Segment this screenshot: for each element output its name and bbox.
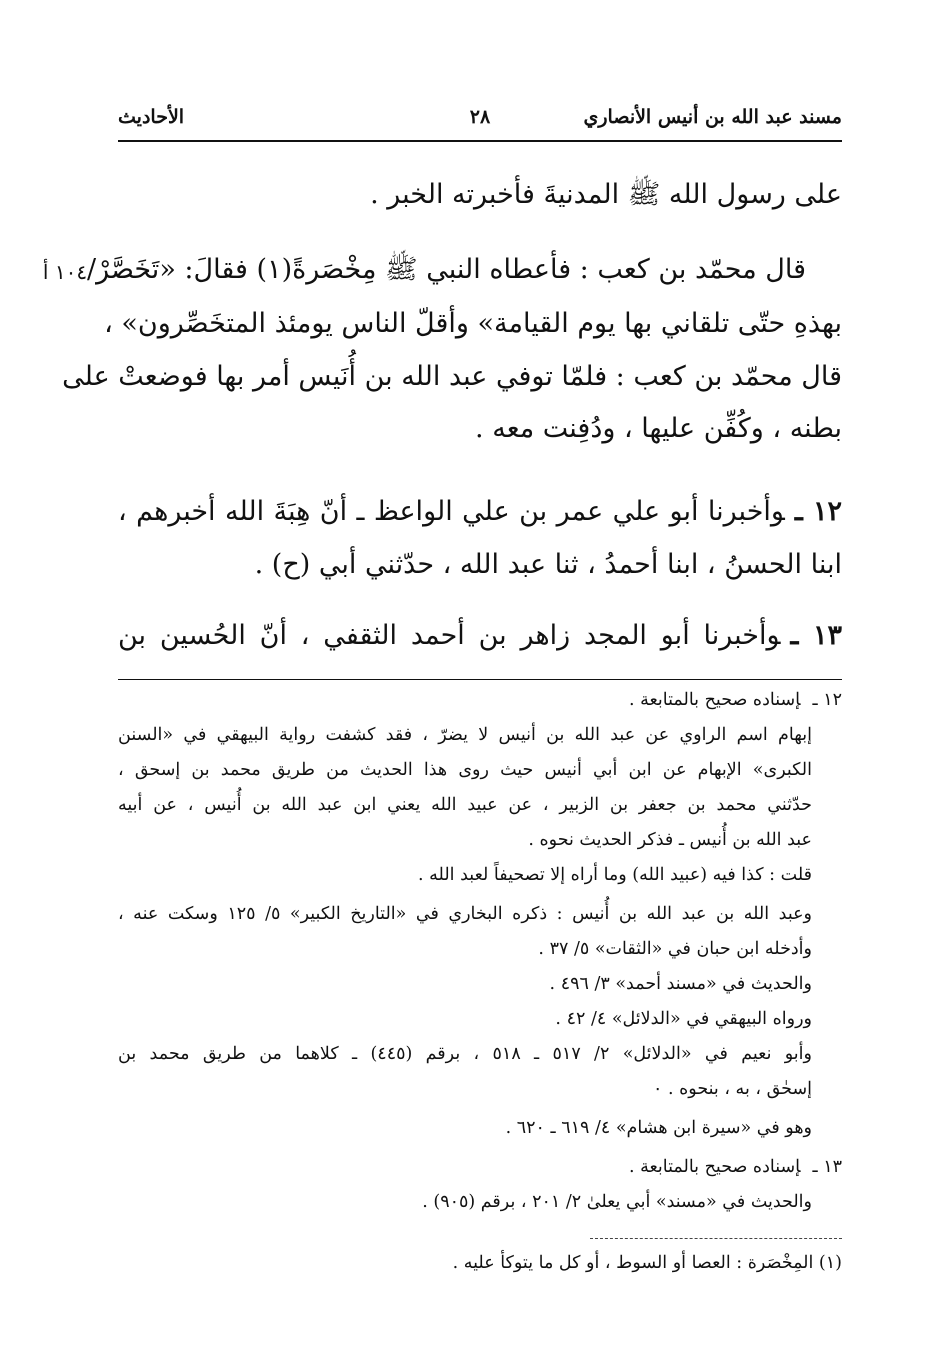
footnote-text: إسناده صحيح بالمتابعة . bbox=[628, 1157, 801, 1177]
footnote-heading bbox=[118, 1150, 842, 1184]
body-line: على رسول الله ﷺ المدنيةَ فأخبرته الخبر . bbox=[370, 179, 842, 210]
hadith-12-line bbox=[118, 488, 842, 536]
footnote-line: الكبرى» الإبهام عن ابن أبي أنيس حيث روى هذا الحديث من طريق محمد بن إسحق ، bbox=[118, 760, 812, 780]
footnote-line: وأدخله ابن حبان في «الثقات» ٥/ ٣٧ . bbox=[538, 939, 812, 959]
footnote-line: وعبد الله بن عبد الله بن أُنيس : ذكره البخاري في «التاريخ الكبير» ٥/ ١٢٥ وسكت عنه ، bbox=[118, 904, 812, 924]
endnote-rule bbox=[590, 1238, 842, 1239]
footnote-line: قلت : كذا فيه (عبيد الله) وما أراه إلا تصحيفاً لعبد الله . bbox=[418, 865, 812, 885]
book-title: مسند عبد الله بن أنيس الأنصاري bbox=[583, 106, 842, 128]
hadith-number: ١٢ ـ bbox=[794, 496, 842, 527]
hadith-text: وأخبرنا أبو المجد زاهر بن أحمد الثقفي ، أنّ الحُسين بن bbox=[118, 620, 781, 651]
body-line: بهذهِ حتّى تلقاني بها يوم القيامة» وأقلّ الناس يومئذ المتخَصِّرون» ، bbox=[104, 308, 842, 339]
body-line: قال محمّد بن كعب : فلمّا توفي عبد الله بن أُنَيس أمر بها فوضعتْ على bbox=[62, 361, 842, 392]
footnote-heading bbox=[118, 683, 842, 717]
footnote-line: وهو في «سيرة ابن هشام» ٤/ ٦١٩ ـ ٦٢٠ . bbox=[505, 1118, 812, 1138]
footnote-line: وأبو نعيم في «الدلائل» ٢/ ٥١٧ ـ ٥١٨ ، برقم (٤٤٥) ـ كلاهما من طريق محمد بن bbox=[118, 1044, 812, 1064]
footnote-line: والحديث في «مسند أحمد» ٣/ ٤٩٦ . bbox=[549, 974, 812, 994]
running-header bbox=[118, 106, 842, 136]
margin-folio-note: ١٠٤ أ bbox=[42, 260, 88, 284]
page-number: ٢٨ bbox=[469, 106, 491, 128]
footnote-number: ١٢ ـ bbox=[812, 690, 842, 710]
footnote-line: إسحٰق ، به ، بنحوه . ٠ bbox=[653, 1079, 812, 1099]
footnote-line: والحديث في «مسند» أبي يعلىٰ ٢/ ٢٠١ ، برقم (٩٠٥) . bbox=[422, 1192, 812, 1212]
body-line: بطنه ، وكُفِّن عليها ، ودُفِنت معه . bbox=[475, 413, 842, 444]
header-rule bbox=[118, 140, 842, 142]
footnote-line: إبهام اسم الراوي عن عبد الله بن أنيس لا يضرّ ، فقد كشفت رواية البيهقي في «السنن bbox=[118, 725, 812, 745]
footnote-rule bbox=[118, 679, 842, 680]
section-title: الأحاديث bbox=[118, 106, 185, 128]
body-line: قال محمّد بن كعب : فأعطاه النبي ﷺ مِخْصَرةً(١) فقالَ: «تَخَصَّرْ/ bbox=[86, 254, 806, 285]
hadith-13-line bbox=[118, 612, 842, 660]
footnote-line: ورواه البيهقي في «الدلائل» ٤/ ٤٢ . bbox=[555, 1009, 812, 1029]
hadith-text: وأخبرنا أبو علي عمر بن علي الواعظ ـ أنّ هِبَةَ الله أخبرهم ، bbox=[118, 496, 785, 527]
footnote-line: حدّثني محمد بن جعفر بن الزبير ، عن عبيد الله يعني ابن عبد الله بن أُنيس ، عن أبيه bbox=[118, 795, 812, 815]
footnote-line: عبد الله بن أُنيس ـ فذكر الحديث نحوه . bbox=[528, 830, 812, 850]
hadith-number: ١٣ ـ bbox=[790, 620, 843, 651]
body-line: ابنا الحسنُ ، ابنا أحمدُ ، ثنا عبد الله ، حدّثني أبي (ح) . bbox=[254, 549, 842, 580]
word-note: (١) المِخْصَرة : العصا أو السوط ، أو كل ما يتوكأ عليه . bbox=[452, 1253, 842, 1273]
footnote-number: ١٣ ـ bbox=[812, 1157, 842, 1177]
footnote-text: إسناده صحيح بالمتابعة . bbox=[628, 690, 801, 710]
